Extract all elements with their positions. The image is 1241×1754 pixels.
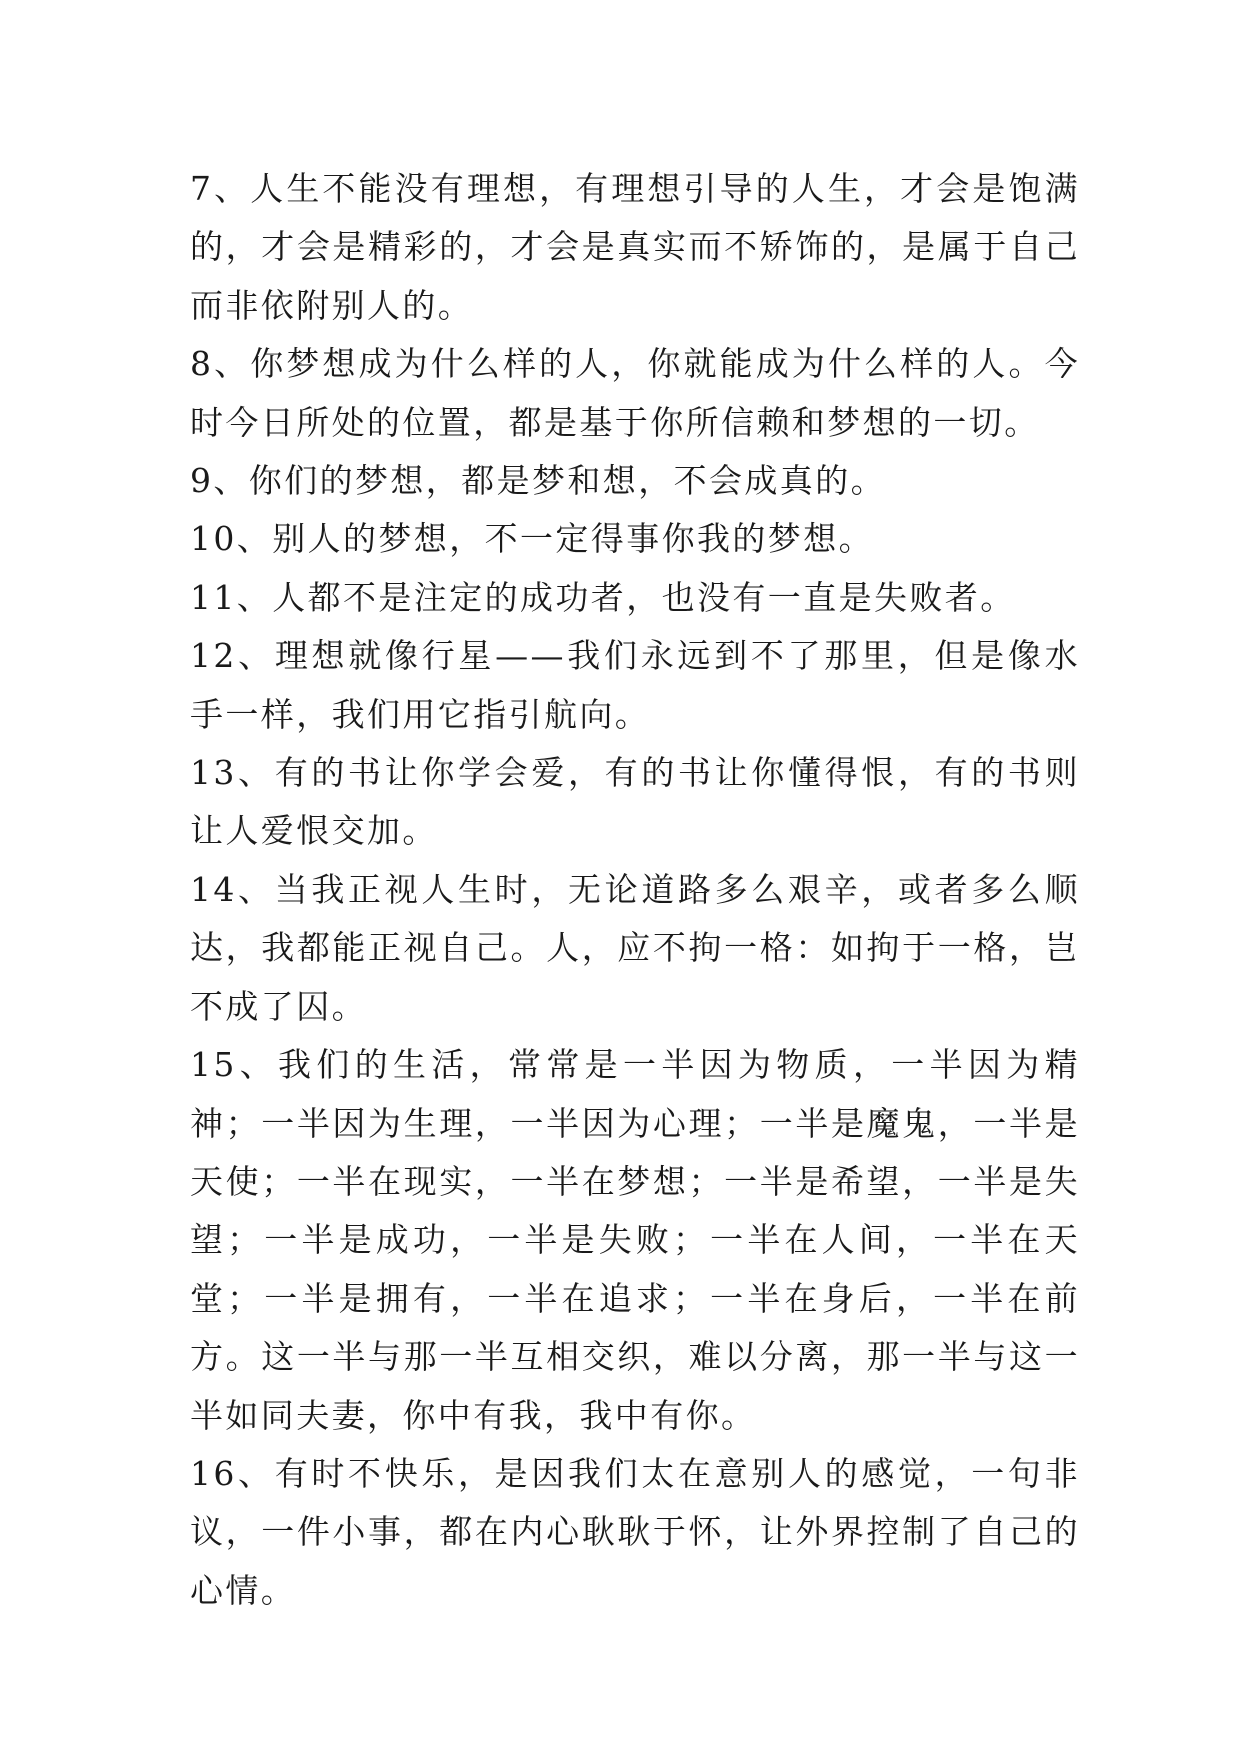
quote-paragraph-15: 15、我们的生活，常常是一半因为物质，一半因为精神；一半因为生理，一半因为心理；一半是魔鬼，一半是天使；一半在现实，一半在梦想；一半是希望，一半是失望；一半是成功，一半是失败；一半在人间，一半在天堂；一半是拥有，一半在追求；一半在身后，一半在前方。这一半与那一半互相交织，难以分离，那一半与这一半如同夫妻，你中有我，我中有你。 xyxy=(190,1045,1080,1435)
quote-paragraph-10: 10、别人的梦想，不一定得事你我的梦想。 xyxy=(190,519,874,559)
quote-paragraph-9: 9、你们的梦想，都是梦和想，不会成真的。 xyxy=(190,461,886,501)
quote-paragraph-8: 8、你梦想成为什么样的人，你就能成为什么样的人。今时今日所处的位置，都是基于你所信赖和梦想的一切。 xyxy=(190,344,1080,442)
quote-paragraph-11: 11、人都不是注定的成功者，也没有一直是失败者。 xyxy=(190,577,1016,617)
quote-paragraph-14: 14、当我正视人生时，无论道路多么艰辛，或者多么顺达，我都能正视自己。人，应不拘一格：如拘于一格，岂不成了囚。 xyxy=(190,869,1080,1026)
quote-paragraph-12: 12、理想就像行星——我们永远到不了那里，但是像水手一样，我们用它指引航向。 xyxy=(190,636,1080,734)
quote-paragraph-7: 7、人生不能没有理想，有理想引导的人生，才会是饱满的，才会是精彩的，才会是真实而不矫饰的，是属于自己而非依附别人的。 xyxy=(190,169,1080,325)
quote-paragraph-13: 13、有的书让你学会爱，有的书让你懂得恨，有的书则让人爱恨交加。 xyxy=(190,753,1080,851)
document-body xyxy=(190,160,1080,1620)
quote-paragraph-16: 16、有时不快乐，是因我们太在意别人的感觉，一句非议，一件小事，都在内心耿耿于怀，让外界控制了自己的心情。 xyxy=(190,1453,1080,1610)
